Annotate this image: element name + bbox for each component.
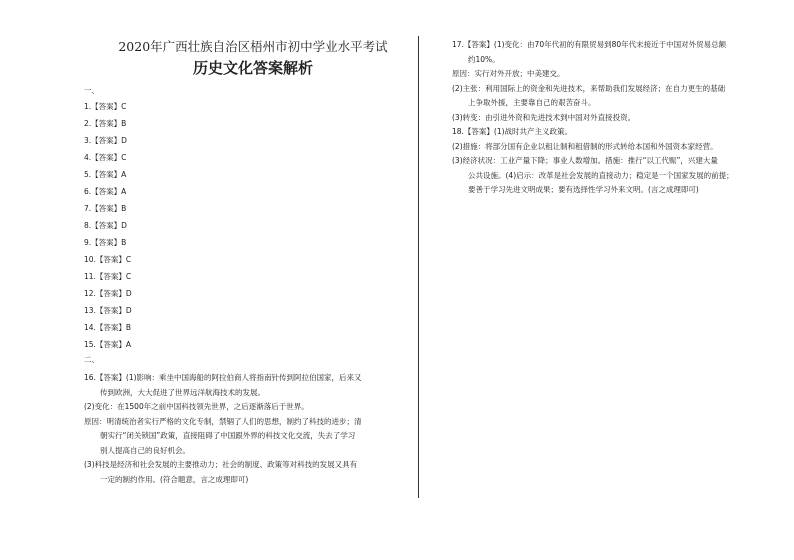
- q16-line: 朝实行“闭关锁国”政策，直接阻碍了中国跟外界的科技文化交流，失去了学习: [100, 431, 356, 440]
- q18-line: 公共设施。(4)启示：改革是社会发展的直接动力；稳定是一个国家发展的前提；: [468, 170, 734, 180]
- answer-item: 12.【答案】D: [84, 289, 132, 298]
- answer-item: 1.【答案】C: [84, 102, 127, 111]
- question-16: [84, 371, 402, 487]
- q18-line: 要善于学习先进文明成果；要有选择性学习外来文明。(言之成理即可): [468, 185, 699, 194]
- q16-line: 别人提高自己的良好机会。: [100, 445, 190, 455]
- left-column: [84, 38, 402, 487]
- q16-line: 16.【答案】(1)影响：乘坐中国海船的阿拉伯商人将指南针传到阿拉伯国家，后来又: [84, 373, 362, 382]
- answer-item: 8.【答案】D: [84, 221, 127, 230]
- column-divider: [418, 36, 419, 498]
- answer-item: 5.【答案】A: [84, 170, 127, 179]
- answer-item: 7.【答案】B: [84, 204, 127, 213]
- q16-line: (3)科技是经济和社会发展的主要推动力；社会的制度、政策等对科技的发展又具有: [84, 460, 358, 469]
- q17-line: 17.【答案】(1)变化：由70年代初的有限贸易到80年代末接近于中国对外贸易总额: [452, 40, 727, 49]
- answer-item: 2.【答案】B: [84, 119, 127, 128]
- q18-line: (3)经济状况：工业产量下降；事业人数增加。措施：推行“以工代赈”，兴建大量: [452, 156, 718, 165]
- q16-line: 传到欧洲，大大促进了世界远洋航海技术的发展。: [100, 387, 265, 397]
- q17-line: 上争取外援，主要靠自己的艰苦奋斗。: [468, 98, 596, 107]
- answer-item: 13.【答案】D: [84, 306, 132, 315]
- section-heading-1: 一、: [84, 86, 99, 95]
- answer-item: 11.【答案】C: [84, 272, 132, 281]
- answer-item: 14.【答案】B: [84, 323, 132, 332]
- answer-item: 6.【答案】A: [84, 187, 127, 196]
- q18-line: (2)措施：将部分国有企业以租让制和租借制的形式转给本国和外国资本家经营。: [452, 141, 718, 151]
- q16-line: 一定的制约作用。(符合题意，言之成理即可): [100, 474, 249, 484]
- q16-line: 原因：明清统治者实行严格的文化专制，禁锢了人们的思想，制约了科技的进步；清: [84, 416, 362, 426]
- exam-subtitle: 历史文化答案解析: [192, 59, 313, 77]
- answer-item: 15.【答案】A: [84, 340, 132, 349]
- exam-title: 2020年广西壮族自治区梧州市初中学业水平考试: [118, 39, 388, 54]
- q18-line: 18.【答案】(1)战时共产主义政策。: [452, 127, 573, 136]
- right-column: [452, 38, 752, 198]
- q17-line: 约10%。: [468, 54, 500, 64]
- q16-line: (2)变化：在1500年之前中国科技领先世界，之后逐渐落后于世界。: [84, 402, 309, 411]
- answer-list: [84, 98, 402, 353]
- answer-item: 10.【答案】C: [84, 255, 132, 264]
- answer-item: 4.【答案】C: [84, 153, 127, 162]
- section-heading-2: 二、: [84, 355, 99, 364]
- question-18: [452, 125, 752, 198]
- q17-line: (3)转变：由引进外资和先进技术到中国对外直接投资。: [452, 112, 636, 122]
- q17-line: (2)主张：利用国际上的资金和先进技术，来帮助我们发展经济；在自力更生的基础: [452, 83, 726, 93]
- answer-item: 3.【答案】D: [84, 136, 127, 145]
- answer-item: 9.【答案】B: [84, 238, 127, 247]
- question-17: [452, 38, 752, 125]
- q17-line: 原因：实行对外开放；中美建交。: [452, 69, 565, 78]
